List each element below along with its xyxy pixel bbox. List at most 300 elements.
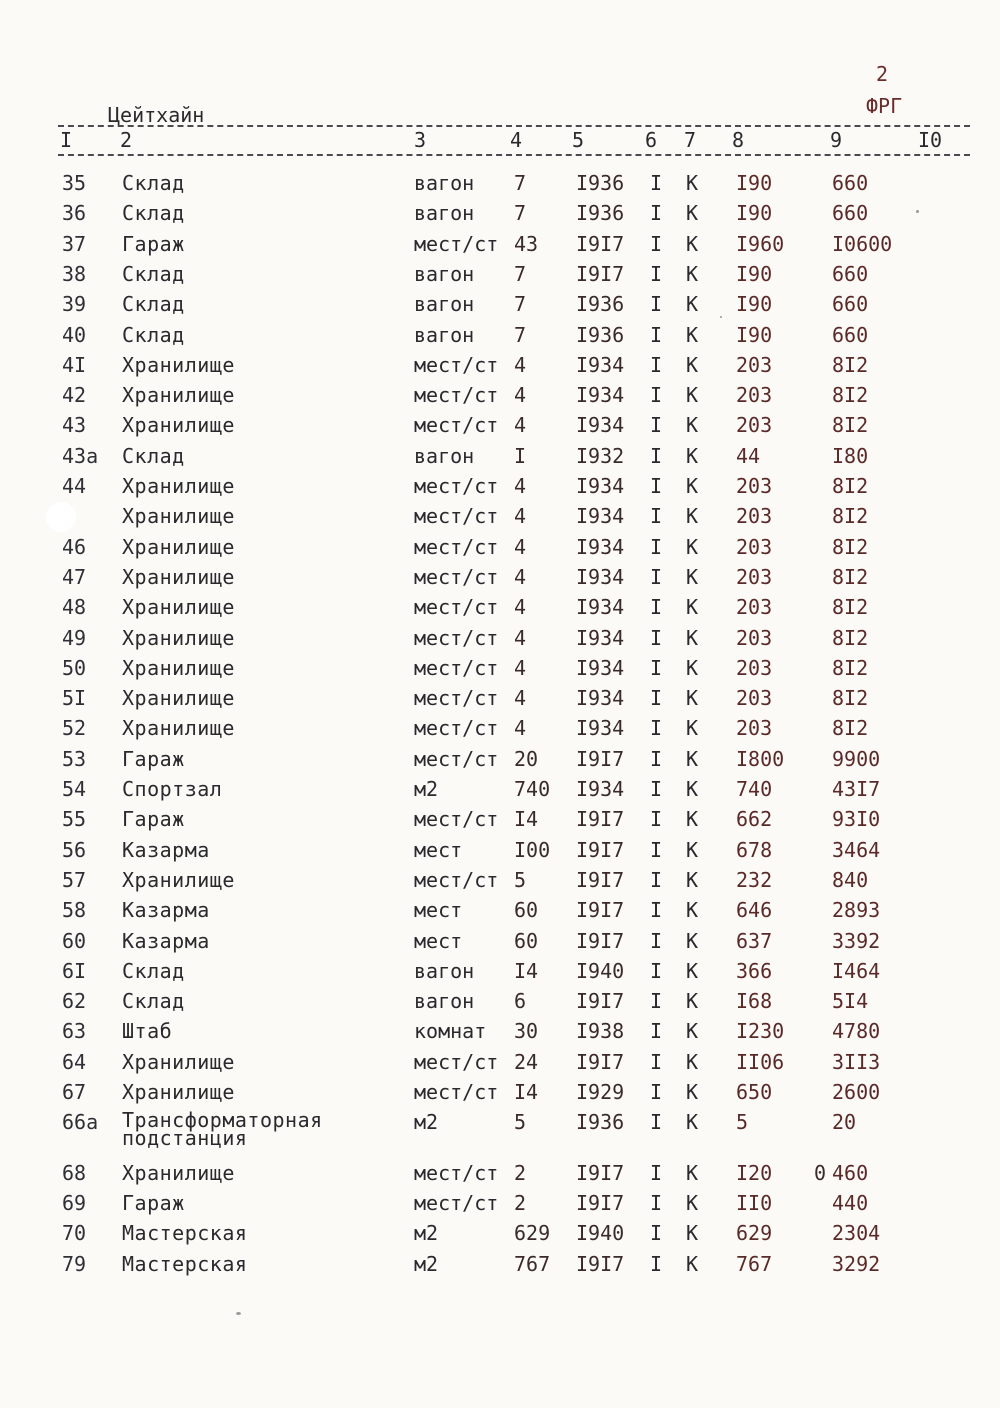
cell-unit: мест [414, 928, 463, 953]
cell-year: I936 [576, 1110, 625, 1135]
cell-v9: 8I2 [832, 504, 869, 529]
cell-k: К [686, 1080, 699, 1104]
cell-year: I9I7 [576, 1190, 625, 1215]
cell-num: 58 [62, 898, 87, 923]
cell-v9: 8I2 [832, 595, 869, 620]
cell-unit: мест/ст [414, 564, 499, 589]
cell-name: Хранилище [122, 867, 235, 892]
cell-cat: I [650, 1110, 663, 1135]
cell-cat: I [650, 534, 663, 559]
cell-v8: 767 [736, 1251, 773, 1276]
cell-num: 48 [62, 595, 87, 620]
cell-year: I938 [576, 1019, 625, 1044]
cell-name: Хранилище [122, 413, 235, 438]
cell-num: 47 [62, 564, 87, 589]
cell-num: 39 [62, 292, 87, 317]
cell-num: 37 [62, 231, 87, 256]
cell-year: I936 [576, 292, 625, 317]
cell-unit: вагон [414, 292, 475, 317]
cell-year: I934 [576, 595, 625, 620]
cell-v9: 8I2 [832, 716, 869, 741]
cell-v9: 43I7 [832, 777, 881, 801]
punch-hole [46, 502, 76, 532]
cell-k: К [686, 655, 699, 680]
cell-v9: 4780 [832, 1019, 881, 1044]
cell-qty: 5 [514, 867, 527, 892]
cell-cat: I [650, 1080, 663, 1104]
cell-cat: I [650, 777, 663, 801]
cell-year: I934 [576, 474, 625, 498]
cell-unit: мест/ст [414, 1190, 499, 1215]
cell-name: Склад [122, 322, 185, 347]
cell-v8: 678 [736, 837, 773, 862]
cell-cat: I [650, 352, 663, 377]
cell-year: I934 [576, 564, 625, 589]
cell-v9: 8I2 [832, 534, 869, 559]
cell-k: К [686, 686, 699, 711]
cell-qty: 30 [514, 1019, 539, 1044]
cell-name: Гараж [122, 231, 185, 256]
cell-year: I929 [576, 1080, 625, 1104]
cell-cat: I [650, 1221, 663, 1246]
cell-year: I9I7 [576, 1251, 625, 1276]
cell-qty: 2 [514, 1160, 527, 1185]
cell-year: I9I7 [576, 867, 625, 892]
cell-k: К [686, 292, 699, 317]
cell-unit: мест/ст [414, 716, 499, 741]
cell-k: К [686, 383, 699, 408]
cell-qty: I [514, 443, 527, 468]
cell-v9: 20 [832, 1110, 857, 1135]
cell-name: Склад [122, 958, 185, 983]
cell-v9: 8I2 [832, 474, 869, 498]
country-label: ФРГ [866, 94, 903, 118]
cell-num: 49 [62, 625, 87, 650]
cell-cat: I [650, 837, 663, 862]
cell-v8: II06 [736, 1049, 785, 1074]
cell-name: Склад [122, 989, 185, 1014]
cell-name: Хранилище [122, 352, 235, 377]
cell-k: К [686, 413, 699, 438]
cell-qty: 60 [514, 898, 539, 923]
cell-cat: I [650, 383, 663, 408]
column-header-3: 3 [414, 128, 427, 152]
cell-qty: 629 [514, 1221, 551, 1246]
cell-v9: 660 [832, 201, 869, 226]
cell-k: К [686, 989, 699, 1014]
cell-name: Склад [122, 261, 185, 286]
cell-k: К [686, 625, 699, 650]
cell-cat: I [650, 989, 663, 1014]
cell-qty: 4 [514, 686, 527, 711]
cell-v8: 203 [736, 625, 773, 650]
cell-cat: I [650, 443, 663, 468]
cell-cat: I [650, 171, 663, 195]
cell-v9: 8I2 [832, 564, 869, 589]
cell-num: 52 [62, 716, 87, 741]
cell-qty: 4 [514, 352, 527, 377]
cell-v9: 8I2 [832, 413, 869, 438]
cell-qty: 24 [514, 1049, 539, 1074]
cell-v9: 8I2 [832, 655, 869, 680]
cell-year: I934 [576, 352, 625, 377]
cell-year: I936 [576, 171, 625, 195]
cell-qty: 4 [514, 474, 527, 498]
cell-cat: I [650, 655, 663, 680]
cell-qty: 4 [514, 625, 527, 650]
cell-v8: 203 [736, 595, 773, 620]
cell-v8: I20 [736, 1160, 773, 1185]
cell-qty: 60 [514, 928, 539, 953]
cell-qty: 7 [514, 171, 527, 195]
cell-v9: 2893 [832, 898, 881, 923]
column-header-6: 6 [645, 128, 658, 152]
cell-unit: мест/ст [414, 231, 499, 256]
cell-v9: 2304 [832, 1221, 881, 1246]
cell-name: Хранилище [122, 1049, 235, 1074]
cell-v9: 460 [832, 1160, 869, 1185]
cell-unit: комнат [414, 1019, 487, 1044]
cell-num: 38 [62, 261, 87, 286]
column-header-1: I [60, 128, 73, 152]
cell-unit: м2 [414, 777, 439, 801]
cell-k: К [686, 837, 699, 862]
cell-qty: 7 [514, 261, 527, 286]
cell-v8: 203 [736, 352, 773, 377]
cell-num: 57 [62, 867, 87, 892]
cell-name: Казарма [122, 837, 210, 862]
cell-v8: 646 [736, 898, 773, 923]
cell-cat: I [650, 261, 663, 286]
cell-num: 55 [62, 807, 87, 832]
cell-unit: вагон [414, 443, 475, 468]
cell-year: I9I7 [576, 231, 625, 256]
cell-v9: 8I2 [832, 352, 869, 377]
cell-name: Хранилище [122, 504, 235, 529]
cell-qty: 740 [514, 777, 551, 801]
cell-num: 54 [62, 777, 87, 801]
cell-year: I934 [576, 777, 625, 801]
cell-unit: мест/ст [414, 867, 499, 892]
cell-k: К [686, 746, 699, 771]
cell-qty: 43 [514, 231, 539, 256]
cell-year: I9I7 [576, 837, 625, 862]
cell-cat: I [650, 867, 663, 892]
cell-year: I934 [576, 716, 625, 741]
cell-v9: 9900 [832, 746, 881, 771]
cell-name: Склад [122, 443, 185, 468]
cell-k: К [686, 352, 699, 377]
cell-unit: м2 [414, 1110, 439, 1135]
cell-v8: I90 [736, 292, 773, 317]
cell-name: Склад [122, 201, 185, 226]
cell-v8: I90 [736, 201, 773, 226]
cell-v8: 44 [736, 443, 761, 468]
column-header-4: 4 [510, 128, 523, 152]
cell-qty: I4 [514, 807, 539, 832]
cell-cat: I [650, 1251, 663, 1276]
cell-name: Мастерская [122, 1251, 248, 1276]
cell-qty: 4 [514, 564, 527, 589]
cell-num: 60 [62, 928, 87, 953]
cell-k: К [686, 928, 699, 953]
cell-year: I9I7 [576, 261, 625, 286]
cell-k: К [686, 261, 699, 286]
cell-v9: 660 [832, 261, 869, 286]
cell-cat: I [650, 231, 663, 256]
cell-k: К [686, 716, 699, 741]
cell-name: Склад [122, 171, 185, 195]
cell-num: 62 [62, 989, 87, 1014]
cell-v8: 203 [736, 413, 773, 438]
cell-unit: вагон [414, 201, 475, 226]
cell-unit: мест/ст [414, 807, 499, 832]
cell-cat: I [650, 201, 663, 226]
header-rule-top [58, 125, 970, 127]
cell-cat: I [650, 292, 663, 317]
cell-num: 46 [62, 534, 87, 559]
cell-year: I936 [576, 322, 625, 347]
column-header-8: 8 [732, 128, 745, 152]
cell-cat: I [650, 474, 663, 498]
cell-v8: 629 [736, 1221, 773, 1246]
cell-v9: 840 [832, 867, 869, 892]
cell-v9: 3292 [832, 1251, 881, 1276]
cell-k: К [686, 958, 699, 983]
cell-name: Мастерская [122, 1221, 248, 1246]
cell-v8: I90 [736, 322, 773, 347]
cell-num: 63 [62, 1019, 87, 1044]
cell-v8: 203 [736, 716, 773, 741]
cell-cat: I [650, 595, 663, 620]
cell-v9: 5I4 [832, 989, 869, 1014]
cell-cat: I [650, 625, 663, 650]
cell-num: 35 [62, 171, 87, 195]
cell-name: Хранилище [122, 595, 235, 620]
cell-v9: 660 [832, 292, 869, 317]
cell-v8: 740 [736, 777, 773, 801]
cell-name: Казарма [122, 898, 210, 923]
cell-extra-mark: 0 [814, 1160, 827, 1185]
cell-k: К [686, 1221, 699, 1246]
column-header-10: I0 [918, 128, 943, 152]
cell-name: Гараж [122, 1190, 185, 1215]
cell-year: I934 [576, 383, 625, 408]
cell-year: I940 [576, 1221, 625, 1246]
cell-unit: вагон [414, 958, 475, 983]
cell-v8: 366 [736, 958, 773, 983]
cell-num: 40 [62, 322, 87, 347]
cell-qty: 767 [514, 1251, 551, 1276]
cell-num: 53 [62, 746, 87, 771]
cell-unit: мест/ст [414, 474, 499, 498]
cell-v8: II0 [736, 1190, 773, 1215]
column-header-7: 7 [684, 128, 697, 152]
paper-speck [236, 1312, 241, 1315]
cell-qty: 2 [514, 1190, 527, 1215]
cell-k: К [686, 777, 699, 801]
cell-num: 4I [62, 352, 87, 377]
cell-v9: 93I0 [832, 807, 881, 832]
cell-num: 69 [62, 1190, 87, 1215]
cell-name-line1: Трансформаторная [122, 1108, 323, 1133]
cell-unit: мест/ст [414, 655, 499, 680]
cell-year: I934 [576, 655, 625, 680]
cell-cat: I [650, 686, 663, 711]
cell-v8: 203 [736, 564, 773, 589]
cell-name: Гараж [122, 807, 185, 832]
place-name: Цейтхайн [108, 103, 205, 127]
cell-v9: 440 [832, 1190, 869, 1215]
cell-num: 79 [62, 1251, 87, 1276]
cell-k: К [686, 231, 699, 256]
cell-k: К [686, 1160, 699, 1185]
cell-qty: I00 [514, 837, 551, 862]
cell-k: К [686, 867, 699, 892]
cell-cat: I [650, 958, 663, 983]
cell-qty: 20 [514, 746, 539, 771]
cell-k: К [686, 1019, 699, 1044]
cell-v9: I464 [832, 958, 881, 983]
cell-name: Хранилище [122, 625, 235, 650]
cell-num: 36 [62, 201, 87, 226]
cell-k: К [686, 322, 699, 347]
cell-cat: I [650, 1049, 663, 1074]
cell-num: 6I [62, 958, 87, 983]
cell-num: 66а [62, 1110, 99, 1135]
cell-k: К [686, 807, 699, 832]
cell-cat: I [650, 1190, 663, 1215]
cell-cat: I [650, 1019, 663, 1044]
cell-v8: 203 [736, 534, 773, 559]
cell-unit: мест [414, 837, 463, 862]
cell-unit: мест/ст [414, 595, 499, 620]
cell-qty: 4 [514, 595, 527, 620]
cell-v9: 3464 [832, 837, 881, 862]
cell-num: 43а [62, 443, 99, 468]
header-rule-bottom [58, 154, 970, 156]
cell-v9: 8I2 [832, 686, 869, 711]
cell-year: I934 [576, 534, 625, 559]
cell-v8: 203 [736, 383, 773, 408]
cell-name: Штаб [122, 1019, 173, 1044]
cell-year: I9I7 [576, 1160, 625, 1185]
cell-k: К [686, 201, 699, 226]
cell-year: I936 [576, 201, 625, 226]
cell-year: I9I7 [576, 1049, 625, 1074]
cell-unit: м2 [414, 1251, 439, 1276]
cell-cat: I [650, 746, 663, 771]
cell-unit: мест/ст [414, 686, 499, 711]
cell-name: Гараж [122, 746, 185, 771]
cell-name-line2: подстанция [122, 1126, 248, 1151]
cell-name: Хранилище [122, 564, 235, 589]
cell-v8: I90 [736, 261, 773, 286]
cell-qty: 6 [514, 989, 527, 1014]
cell-cat: I [650, 807, 663, 832]
cell-num: 70 [62, 1221, 87, 1246]
cell-year: I934 [576, 625, 625, 650]
cell-num: 56 [62, 837, 87, 862]
cell-num: 68 [62, 1160, 87, 1185]
cell-qty: 4 [514, 655, 527, 680]
cell-year: I9I7 [576, 928, 625, 953]
cell-v9: I80 [832, 443, 869, 468]
cell-num: 5I [62, 686, 87, 711]
paper-speck [916, 210, 919, 213]
cell-name: Хранилище [122, 474, 235, 498]
cell-k: К [686, 595, 699, 620]
cell-k: К [686, 1049, 699, 1074]
cell-qty: 4 [514, 504, 527, 529]
cell-unit: вагон [414, 171, 475, 195]
cell-year: I934 [576, 413, 625, 438]
cell-num: 43 [62, 413, 87, 438]
cell-v9: 8I2 [832, 625, 869, 650]
cell-v9: 3II3 [832, 1049, 881, 1074]
cell-num: 50 [62, 655, 87, 680]
cell-name: Спортзал [122, 777, 223, 801]
cell-unit: вагон [414, 322, 475, 347]
cell-cat: I [650, 1160, 663, 1185]
cell-v8: 203 [736, 686, 773, 711]
cell-unit: вагон [414, 261, 475, 286]
cell-v8: 203 [736, 655, 773, 680]
cell-unit: мест/ст [414, 352, 499, 377]
cell-unit: мест [414, 898, 463, 923]
column-header-5: 5 [572, 128, 585, 152]
cell-name: Хранилище [122, 686, 235, 711]
cell-name: Хранилище [122, 534, 235, 559]
cell-unit: мест/ст [414, 504, 499, 529]
cell-k: К [686, 898, 699, 923]
cell-k: К [686, 171, 699, 195]
cell-v8: 203 [736, 504, 773, 529]
cell-qty: 7 [514, 201, 527, 226]
cell-num: 67 [62, 1080, 87, 1104]
cell-v9: 2600 [832, 1080, 881, 1104]
cell-k: К [686, 564, 699, 589]
cell-unit: мест/ст [414, 383, 499, 408]
cell-name: Хранилище [122, 1160, 235, 1185]
cell-v9: 660 [832, 322, 869, 347]
cell-year: I9I7 [576, 898, 625, 923]
cell-v8: I960 [736, 231, 785, 256]
cell-v8: I230 [736, 1019, 785, 1044]
cell-v8: 662 [736, 807, 773, 832]
column-header-2: 2 [120, 128, 133, 152]
page-number: 2 [876, 62, 889, 86]
cell-name: Хранилище [122, 716, 235, 741]
cell-num: 44 [62, 474, 87, 498]
cell-unit: мест/ст [414, 625, 499, 650]
cell-v9: 8I2 [832, 383, 869, 408]
cell-name: Хранилище [122, 383, 235, 408]
cell-year: I9I7 [576, 989, 625, 1014]
cell-qty: 7 [514, 292, 527, 317]
cell-num: 64 [62, 1049, 87, 1074]
cell-k: К [686, 534, 699, 559]
cell-qty: I4 [514, 1080, 539, 1104]
cell-name: Хранилище [122, 1080, 235, 1104]
cell-unit: мест/ст [414, 413, 499, 438]
cell-qty: 7 [514, 322, 527, 347]
cell-year: I934 [576, 686, 625, 711]
cell-k: К [686, 504, 699, 529]
cell-cat: I [650, 413, 663, 438]
cell-k: К [686, 443, 699, 468]
cell-v8: I90 [736, 171, 773, 195]
